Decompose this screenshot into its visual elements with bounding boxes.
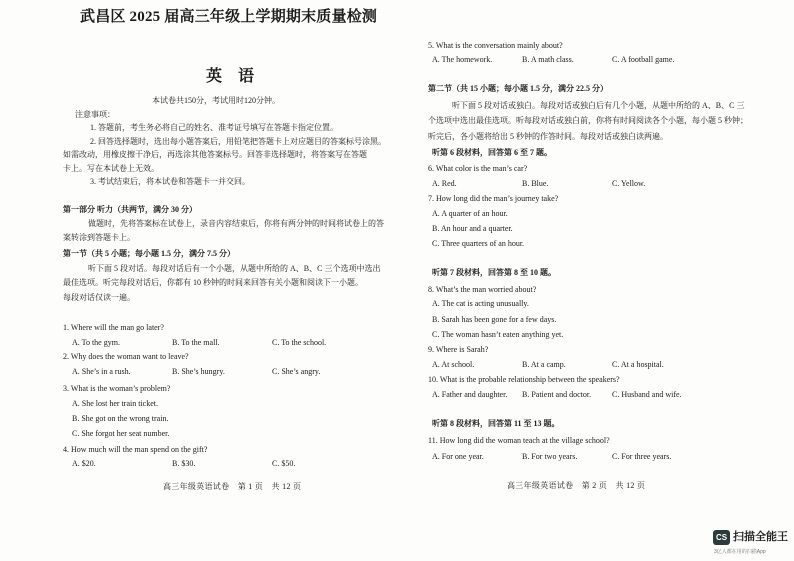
question-2-option-c: C. She’s angry. <box>272 367 321 376</box>
question-4-stem: 4. How much will the man spend on the gift? <box>63 445 208 454</box>
question-11-option-b: B. For two years. <box>522 452 578 461</box>
question-10-option-b: B. Patient and doctor. <box>522 390 592 399</box>
camscanner-tagline: 3亿人都在用的扫描App <box>714 549 766 555</box>
question-10-option-a: A. Father and daughter. <box>432 390 508 399</box>
question-9-option-b: B. At a camp. <box>522 360 566 369</box>
camscanner-brand: 扫描全能王 <box>733 531 788 543</box>
section2-heading: 第二节（共 15 小题；每小题 1.5 分，满分 22.5 分） <box>428 84 608 93</box>
question-2-option-b: B. She’s hungry. <box>172 367 225 376</box>
question-11-option-c: C. For three years. <box>612 452 672 461</box>
material-8-heading: 听第 8 段材料，回答第 11 至 13 题。 <box>432 419 560 428</box>
part1-instruction-line: 做题时，先将答案标在试卷上，录音内容结束后，你将有两分钟的时间将试卷上的答 <box>88 219 384 228</box>
question-6-option-a: A. Red. <box>432 179 457 188</box>
question-2-option-a: A. She’s in a rush. <box>72 367 131 376</box>
material-6-heading: 听第 6 段材料，回答第 6 至 7 题。 <box>432 148 552 157</box>
section1-instruction-line: 每段对话仅读一遍。 <box>63 293 135 302</box>
section2-instruction-line: 听完后，各小题将给出 5 秒钟的作答时间。每段对话或独白读两遍。 <box>428 132 668 141</box>
notice-line: 1. 答题前，考生务必将自己的姓名、准考证号填写在答题卡指定位置。 <box>90 123 338 132</box>
question-1-option-b: B. To the mall. <box>172 338 220 347</box>
question-1-stem: 1. Where will the man go later? <box>63 323 164 332</box>
material-7-heading: 听第 7 段材料，回答第 8 至 10 题。 <box>432 268 556 277</box>
question-5-stem: 5. What is the conversation mainly about? <box>428 41 563 50</box>
question-3-option-b: B. She got on the wrong train. <box>72 414 169 423</box>
question-9-option-c: C. At a hospital. <box>612 360 664 369</box>
question-11-stem: 11. How long did the woman teach at the village school? <box>428 436 610 445</box>
section1-instruction-line: 最佳选项。听完每段对话后，你都有 10 秒钟的时间来回答有关小题和阅读下一小题。 <box>63 278 363 287</box>
question-4-option-a: A. $20. <box>72 459 96 468</box>
page-footer-left: 高三年级英语试卷 第 1 页 共 12 页 <box>163 482 302 491</box>
question-6-stem: 6. What color is the man’s car? <box>428 164 528 173</box>
question-7-stem: 7. How long did the man’s journey take? <box>428 194 559 203</box>
question-7-option-b: B. An hour and a quarter. <box>432 224 513 233</box>
question-6-option-b: B. Blue. <box>522 179 549 188</box>
question-8-option-b: B. Sarah has been gone for a few days. <box>432 315 557 324</box>
notice-line: 如需改动，用橡皮擦干净后，再选涂其他答案标号。回答非选择题时，将答案写在答题 <box>63 150 367 159</box>
question-7-option-c: C. Three quarters of an hour. <box>432 239 525 248</box>
question-6-option-c: C. Yellow. <box>612 179 646 188</box>
question-3-option-a: A. She lost her train ticket. <box>72 399 158 408</box>
question-11-option-a: A. For one year. <box>432 452 484 461</box>
question-3-stem: 3. What is the woman’s problem? <box>63 384 171 393</box>
question-9-stem: 9. Where is Sarah? <box>428 345 489 354</box>
section2-instruction-line: 个选项中选出最佳选项。听每段对话或独白前，你将有时间阅读各个小题，每小题 5 秒钟； <box>428 116 748 125</box>
question-5-option-b: B. A math class. <box>522 55 574 64</box>
question-10-stem: 10. What is the probable relationship between the speakers? <box>428 375 620 384</box>
question-1-option-a: A. To the gym. <box>72 338 120 347</box>
notice-line: 3. 考试结束后，将本试卷和答题卡一并交回。 <box>90 177 250 186</box>
page-footer-right: 高三年级英语试卷 第 2 页 共 12 页 <box>507 481 646 490</box>
question-3-option-c: C. She forgot her seat number. <box>72 429 170 438</box>
question-4-option-b: B. $30. <box>172 459 196 468</box>
question-10-option-c: C. Husband and wife. <box>612 390 682 399</box>
question-8-option-a: A. The cat is acting unusually. <box>432 299 529 308</box>
question-9-option-a: A. At school. <box>432 360 475 369</box>
section2-instruction-line: 听下面 5 段对话或独白。每段对话或独白后有几个小题，从题中所给的 A、B、C 三 <box>452 101 745 110</box>
notice-line: 卡上。写在本试卷上无效。 <box>63 164 159 173</box>
section1-instruction-line: 听下面 5 段对话。每段对话后有一个小题，从题中所给的 A、B、C 三个选项中选出 <box>88 264 381 273</box>
question-5-option-a: A. The homework. <box>432 55 493 64</box>
exam-title: 武昌区 2025 届高三年级上学期期末质量检测 <box>80 9 378 25</box>
notice-heading: 注意事项： <box>75 110 115 119</box>
question-1-option-c: C. To the school. <box>272 338 327 347</box>
part1-heading: 第一部分 听力（共两节，满分 30 分） <box>63 205 197 214</box>
notice-line: 2. 回答选择题时，选出每小题答案后，用铅笔把答题卡上对应题目的答案标号涂黑。 <box>90 137 386 146</box>
question-8-option-c: C. The woman hasn’t eaten anything yet. <box>432 330 564 339</box>
exam-info: 本试卷共150分，考试用时120分钟。 <box>152 96 280 105</box>
subject-title: 英 语 <box>206 68 255 85</box>
part1-instruction-line: 案转涂到答题卡上。 <box>63 233 135 242</box>
section1-heading: 第一节（共 5 小题；每小题 1.5 分，满分 7.5 分） <box>63 249 235 258</box>
question-5-option-c: C. A football game. <box>612 55 675 64</box>
question-7-option-a: A. A quarter of an hour. <box>432 209 508 218</box>
question-4-option-c: C. $50. <box>272 459 296 468</box>
camscanner-logo-icon: CS <box>713 530 730 545</box>
question-8-stem: 8. What’s the man worried about? <box>428 285 537 294</box>
question-2-stem: 2. Why does the woman want to leave? <box>63 352 189 361</box>
